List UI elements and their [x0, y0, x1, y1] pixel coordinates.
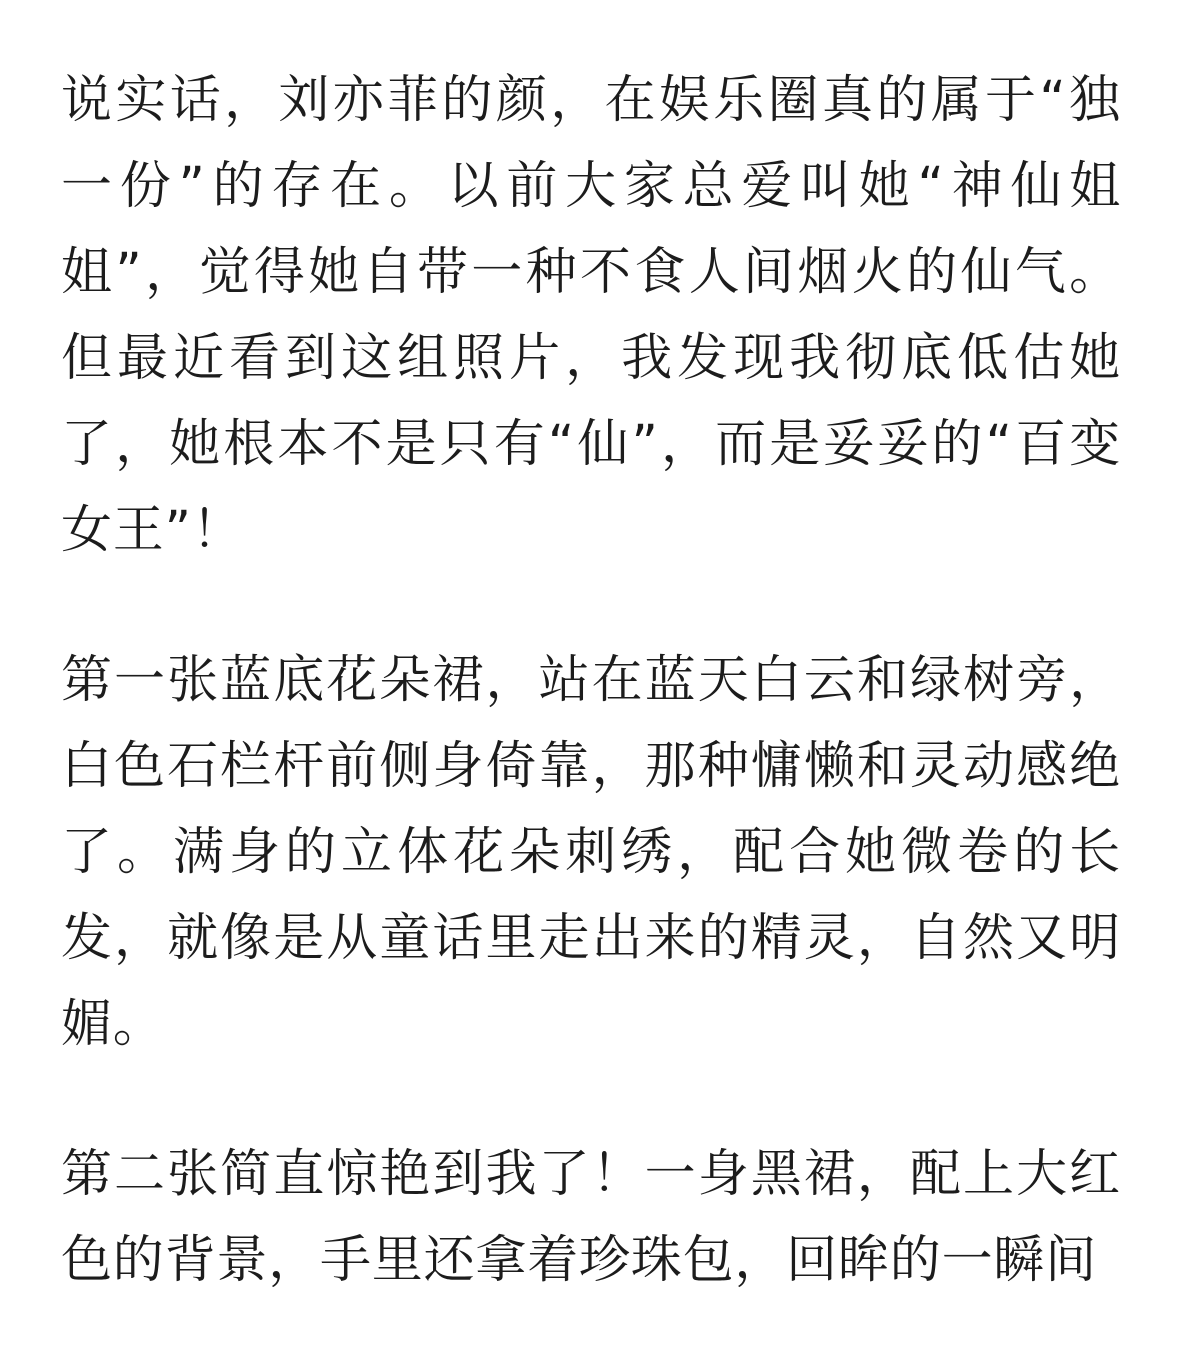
article-paragraph-1: 说实话，刘亦菲的颜，在娱乐圈真的属于“独一份”的存在。以前大家总爱叫她“神仙姐姐”，觉得她自带一种不食人间烟火的仙气。但最近看到这组照片，我发现我彻底低估她了，她根本不是只有“仙”，而是妥妥的“百变女王”！: [61, 71, 1121, 560]
article-body: [61, 58, 1121, 1368]
article-paragraph-3: 第二张简直惊艳到我了！一身黑裙，配上大红色的背景，手里还拿着珍珠包，回眸的一瞬间: [61, 1145, 1121, 1290]
article-paragraph-2: 第一张蓝底花朵裙，站在蓝天白云和绿树旁，白色石栏杆前侧身倚靠，那种慵懒和灵动感绝了。满身的立体花朵刺绣，配合她微卷的长发，就像是从童话里走出来的精灵，自然又明媚。: [61, 651, 1121, 1054]
